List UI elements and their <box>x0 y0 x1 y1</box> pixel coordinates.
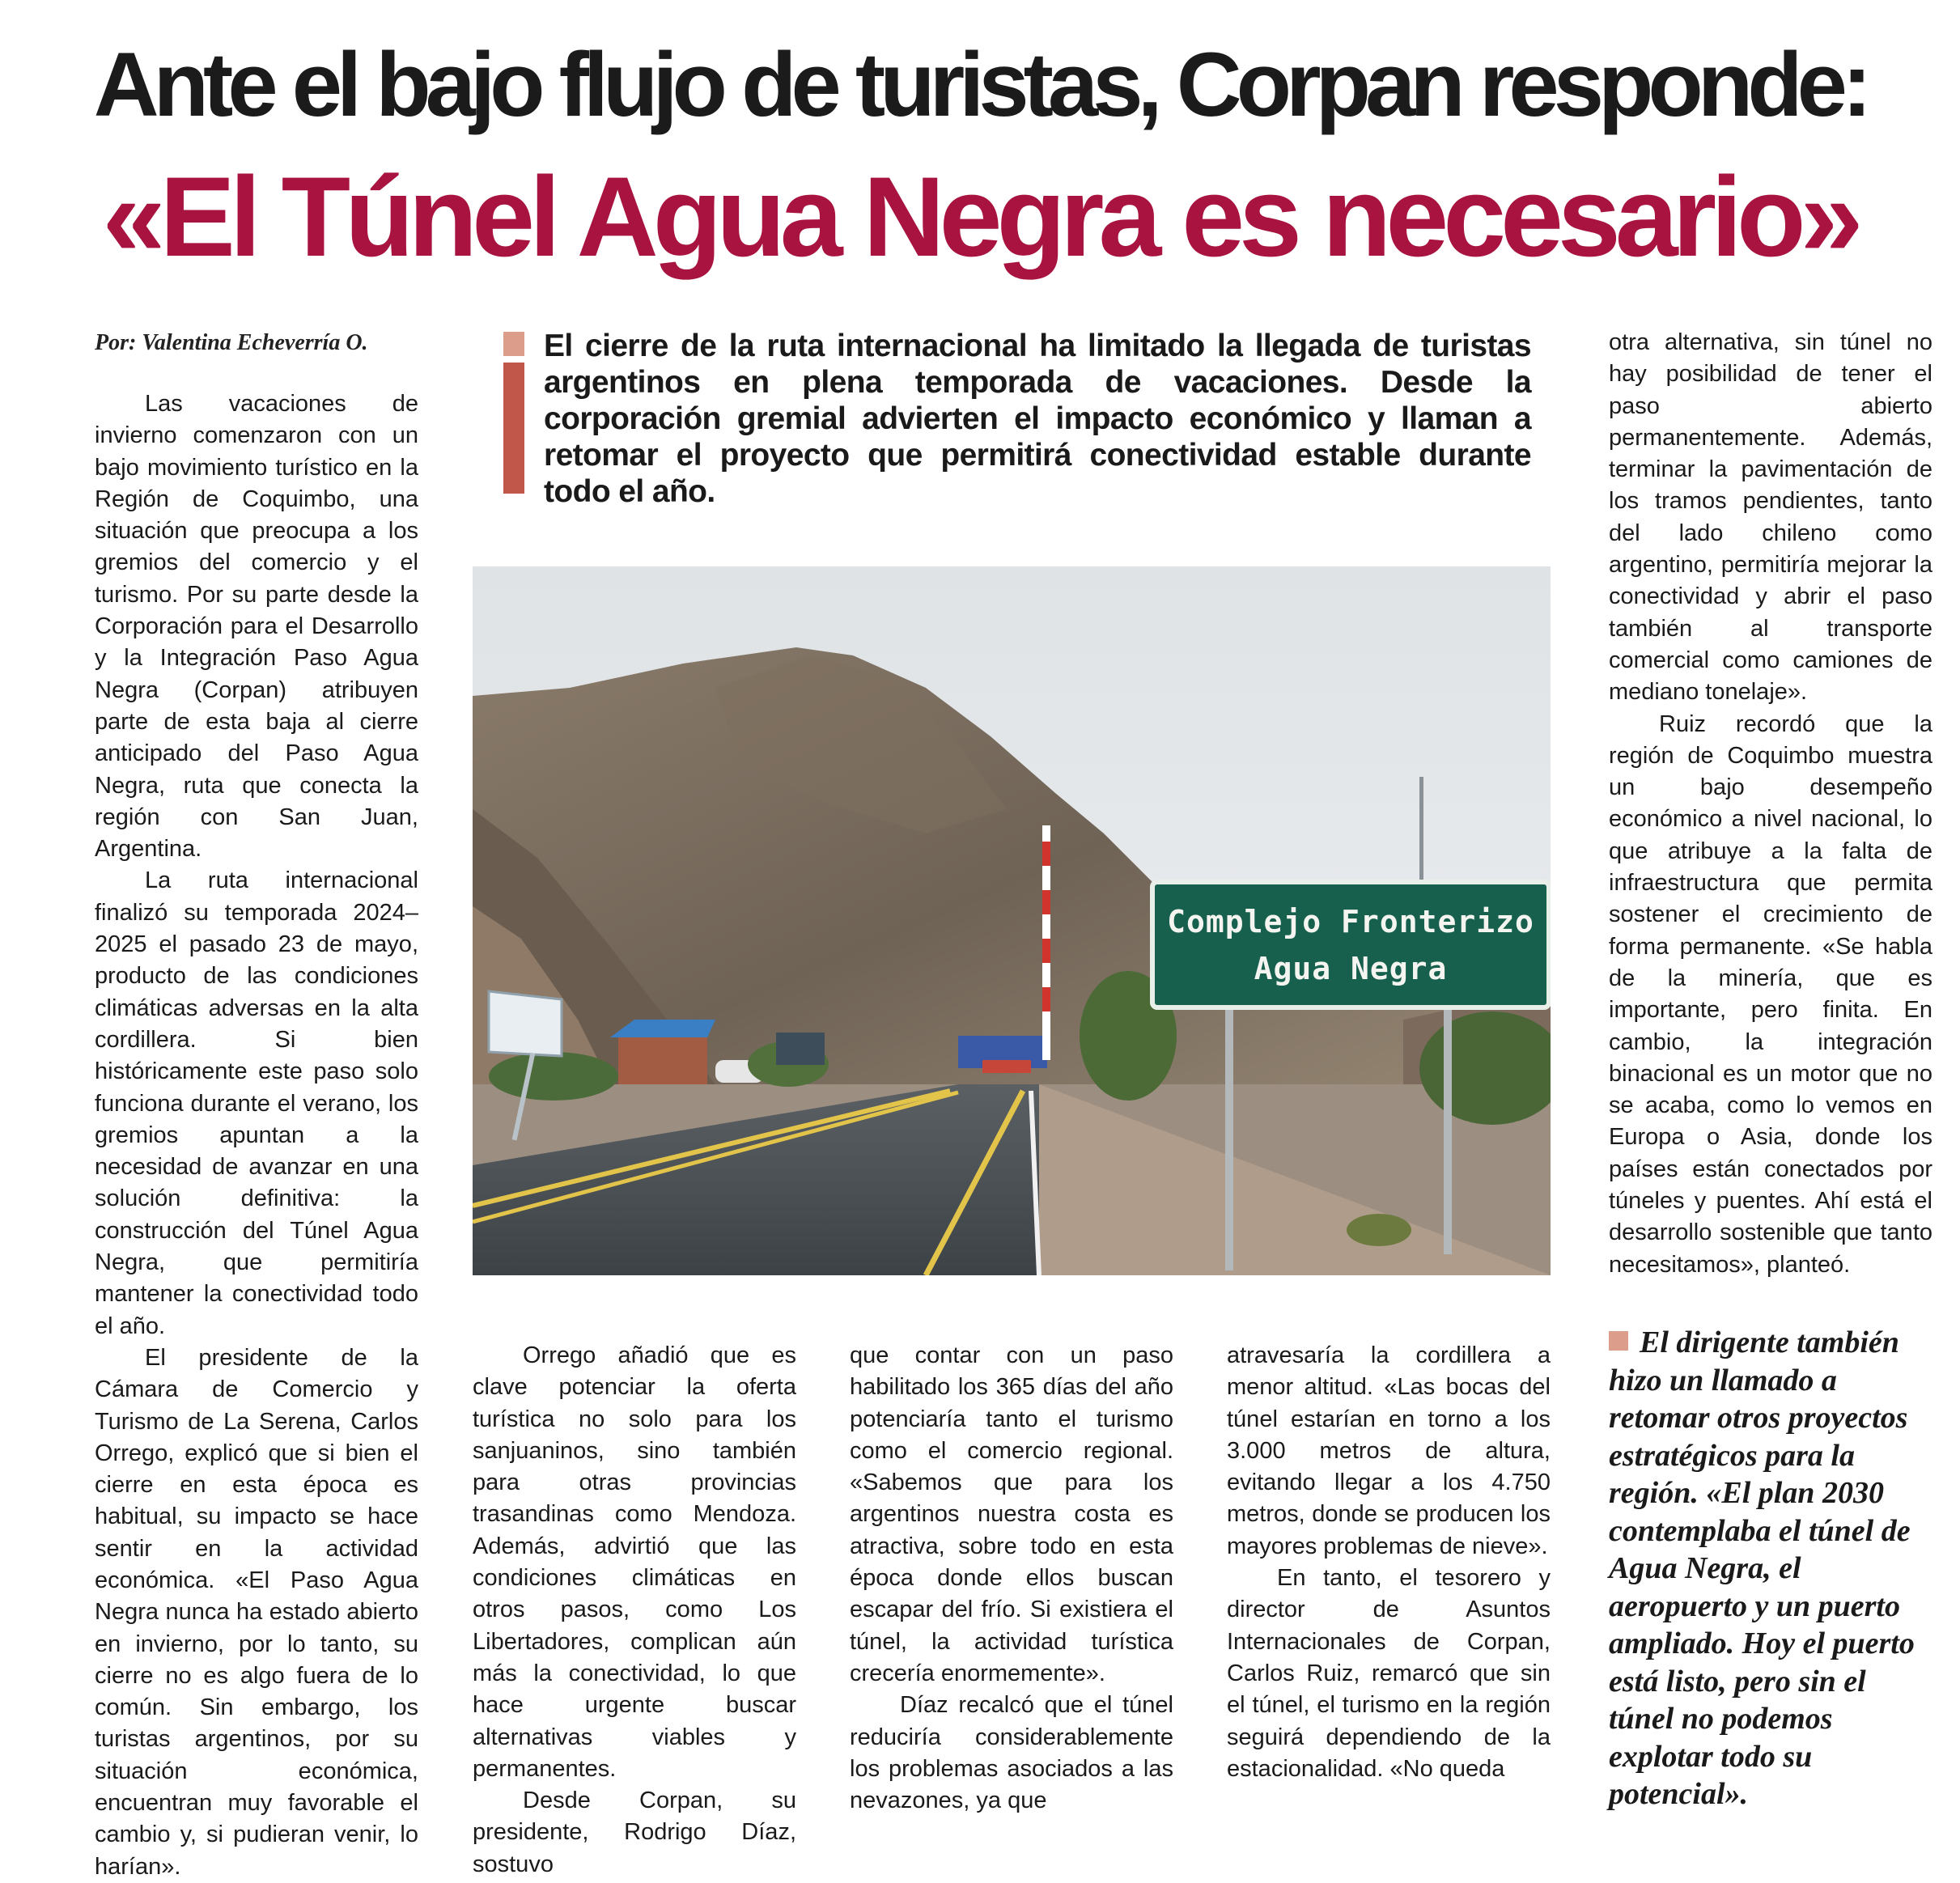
column-2-paragraph-1: Orrego añadió que es clave potenciar la oferta turística no solo para los sanjuaninos, sino también para otras provincias trasandinas como Mendoza. Además, advirtió que las condiciones climáticas en otros pasos, como Los Libertadores, complican aún más la conectividad, lo que hace urgente buscar alternativas viables y permanentes. <box>473 1342 796 1782</box>
lead-paragraph: El cierre de la ruta internacional ha limitado la llegada de turistas argentinos en plena temporada de vacaciones. Desde la corporación gremial advierten el impacto económico y llaman a retomar el proyecto que permitirá conectividad estable durante todo el año. <box>544 329 1531 509</box>
sign-line2: Agua Negra <box>1254 951 1448 986</box>
column-4 <box>1227 1340 1551 1785</box>
sign-line1: Complejo Fronterizo <box>1167 904 1534 939</box>
column-3 <box>850 1340 1173 1817</box>
column-1-paragraph-1: Las vacaciones de invierno comenzaron con un bajo movimiento turístico en la Región de Coquimbo, una situación que preocupa a los gremios del comercio y el turismo. Por su parte desde la Corporación para el Desarrollo y la Integración Paso Agua Negra (Corpan) atribuyen parte de esta baja al cierre anticipado del Paso Agua Negra, ruta que conecta la región con San Juan, Argentina. <box>95 391 418 863</box>
column-2-paragraph-2: Desde Corpan, su presidente, Rodrigo Díaz, sostuvo <box>473 1788 796 1877</box>
column-5-paragraph-1: otra alternativa, sin túnel no hay posibilidad de tener el paso abierto permanentemente. Además, terminar la pavimentación de los tramos pendientes, tanto del lado chileno como argentino, permitiría mejorar la conectividad y abrir el paso también al transporte comercial como camiones de mediano tonelaje». <box>1609 329 1932 706</box>
pull-quote-accent-square <box>1609 1331 1628 1351</box>
lead-accent-bar <box>503 363 524 494</box>
column-5 <box>1609 327 1932 1281</box>
pull-quote-text: El dirigente también hizo un llamado a retomar otros proyectos estratégicos para la región. «El plan 2030 contemplaba el túnel de Agua Negra, el aeropuerto y un puerto ampliado. Hoy el puerto está listo, pero sin el túnel no podemos explotar todo su potencial». <box>1609 1325 1915 1811</box>
pull-quote <box>1609 1324 1926 1813</box>
border-crossing-photo <box>473 566 1551 1275</box>
column-1-paragraph-2: La ruta internacional finalizó su temporada 2024–2025 el pasado 23 de mayo, producto de las condiciones climáticas adversas en la alta cordillera. Si bien históricamente este paso solo funciona durante el verano, los gremios apuntan a la necesidad de avanzar en una solución definitiva: la construcción del Túnel Agua Negra, que permitiría mantener la conectividad todo el año. <box>95 867 418 1339</box>
column-3-paragraph-2: Díaz recalcó que el túnel reduciría considerablemente los problemas asociados a las nevazones, ya que <box>850 1692 1173 1814</box>
column-1 <box>95 388 418 1883</box>
headline-line1: Ante el bajo flujo de turistas, Corpan responde: <box>93 34 1867 135</box>
column-2 <box>473 1340 796 1881</box>
column-3-paragraph-1: que contar con un paso habilitado los 365 días del año potenciaría tanto el turismo como el comercio regional. «Sabemos que para los argentinos nuestra costa es atractiva, sobre todo en esta época donde ellos buscan escapar del frío. Si existiera el túnel, la actividad turística crecería enormemente». <box>850 1342 1173 1686</box>
byline: Por: Valentina Echeverría O. <box>95 330 368 355</box>
column-5-paragraph-2: Ruiz recordó que la región de Coquimbo muestra un bajo desempeño económico a nivel nacional, lo que atribuye a la falta de infraestructura que permita sostener el crecimiento de forma permanente. «Se habla de la minería, que es importante, pero finita. En cambio, la integración binacional es un motor que no se acaba, como lo vemos en Europa o Asia, donde los países están conectados por túneles y puentes. Ahí está el desarrollo sostenible que tanto necesitamos», planteó. <box>1609 710 1932 1278</box>
column-4-paragraph-2: En tanto, el tesorero y director de Asuntos Internacionales de Corpan, Carlos Ruiz, remarcó que sin el túnel, el turismo en la región seguirá dependiendo de la estacionalidad. «No queda <box>1227 1565 1551 1782</box>
lead-accent-square <box>503 332 524 356</box>
headline-line2: «El Túnel Agua Negra es necesario» <box>102 153 1858 280</box>
column-1-paragraph-3: El presidente de la Cámara de Comercio y Turismo de La Serena, Carlos Orrego, explicó que si bien el cierre en esta época es habitual, su impacto se hace sentir en la actividad económica. «El Paso Agua Negra nunca ha estado abierto en invierno, por lo tanto, su cierre no es algo fuera de lo común. Sin embargo, los turistas argentinos, por su situación económica, encuentran muy favorable el cambio y, si pudieran venir, lo harían». <box>95 1344 418 1880</box>
column-4-paragraph-1: atravesaría la cordillera a menor altitud. «Las bocas del túnel estarían en torno a los 3.000 metros de altura, evitando llegar a los 4.750 metros, donde se producen los mayores problemas de nieve». <box>1227 1342 1551 1559</box>
